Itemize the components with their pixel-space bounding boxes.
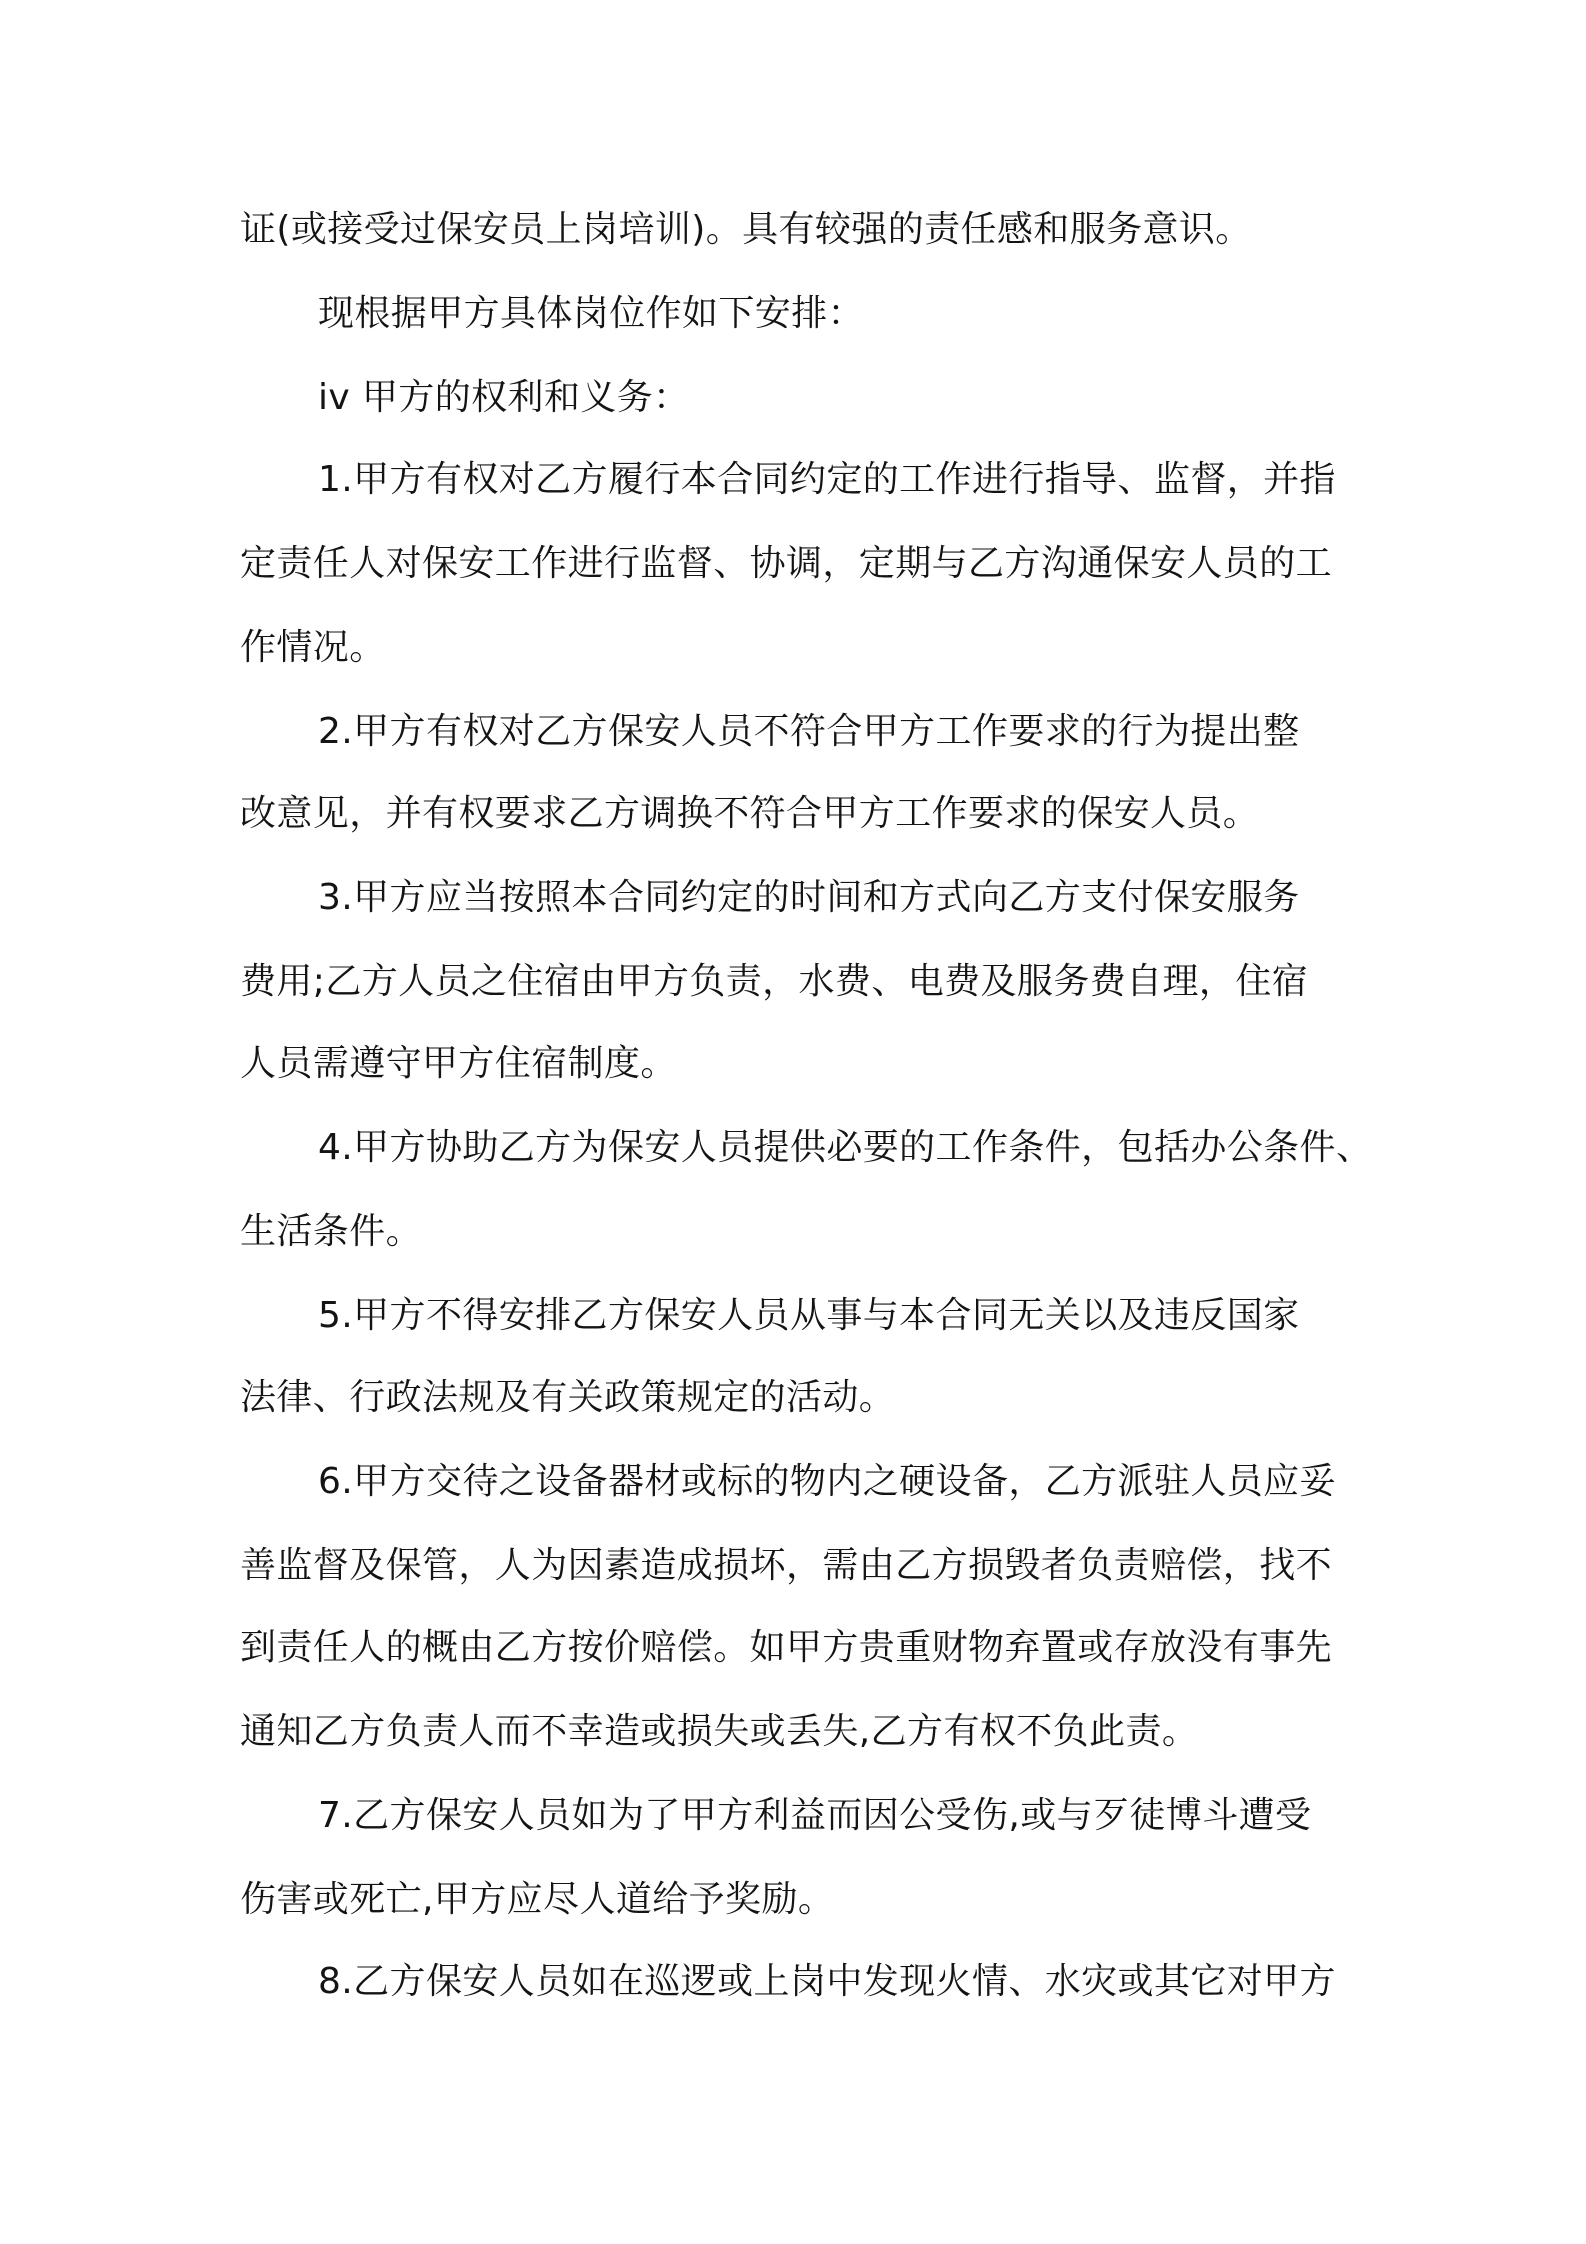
text-line-9: 3.甲方应当按照本合同约定的时间和方式向乙方支付保安服务 (318, 877, 1300, 918)
text-line-11: 人员需遵守甲方住宿制度。 (240, 1043, 677, 1084)
text-line-14: 5.甲方不得安排乙方保安人员从事与本合同无关以及违反国家 (318, 1295, 1300, 1336)
text-line-15: 法律、行政法规及有关政策规定的活动。 (240, 1377, 896, 1418)
text-line-6: 作情况。 (240, 627, 386, 668)
text-line-5: 定责任人对保安工作进行监督、协调，定期与乙方沟通保安人员的工 (240, 543, 1333, 584)
text-line-3: iv 甲方的权利和义务： (318, 377, 690, 418)
text-line-20: 7.乙方保安人员如为了甲方利益而因公受伤,或与歹徒博斗遭受 (318, 1795, 1312, 1836)
text-line-18: 到责任人的概由乙方按价赔偿。如甲方贵重财物弃置或存放没有事先 (240, 1627, 1333, 1668)
text-line-1: 证(或接受过保安员上岗培训)。具有较强的责任感和服务意识。 (240, 209, 1252, 250)
text-line-7: 2.甲方有权对乙方保安人员不符合甲方工作要求的行为提出整 (318, 711, 1300, 752)
text-line-19: 通知乙方负责人而不幸造或损失或丢失,乙方有权不负此责。 (240, 1711, 1199, 1752)
text-line-21: 伤害或死亡,甲方应尽人道给予奖励。 (240, 1879, 835, 1920)
text-line-12: 4.甲方协助乙方为保安人员提供必要的工作条件，包括办公条件、 (318, 1127, 1373, 1168)
text-line-16: 6.甲方交待之设备器材或标的物内之硬设备，乙方派驻人员应妥 (318, 1461, 1336, 1502)
text-line-22: 8.乙方保安人员如在巡逻或上岗中发现火情、水灾或其它对甲方 (318, 1961, 1336, 2002)
text-line-2: 现根据甲方具体岗位作如下安排： (318, 293, 865, 334)
text-line-10: 费用;乙方人员之住宿由甲方负责，水费、电费及服务费自理，住宿 (240, 961, 1309, 1002)
text-line-13: 生活条件。 (240, 1211, 423, 1252)
text-line-8: 改意见，并有权要求乙方调换不符合甲方工作要求的保安人员。 (240, 793, 1260, 834)
text-line-17: 善监督及保管，人为因素造成损坏，需由乙方损毁者负责赔偿，找不 (240, 1545, 1333, 1586)
text-line-4: 1.甲方有权对乙方履行本合同约定的工作进行指导、监督，并指 (318, 459, 1336, 500)
